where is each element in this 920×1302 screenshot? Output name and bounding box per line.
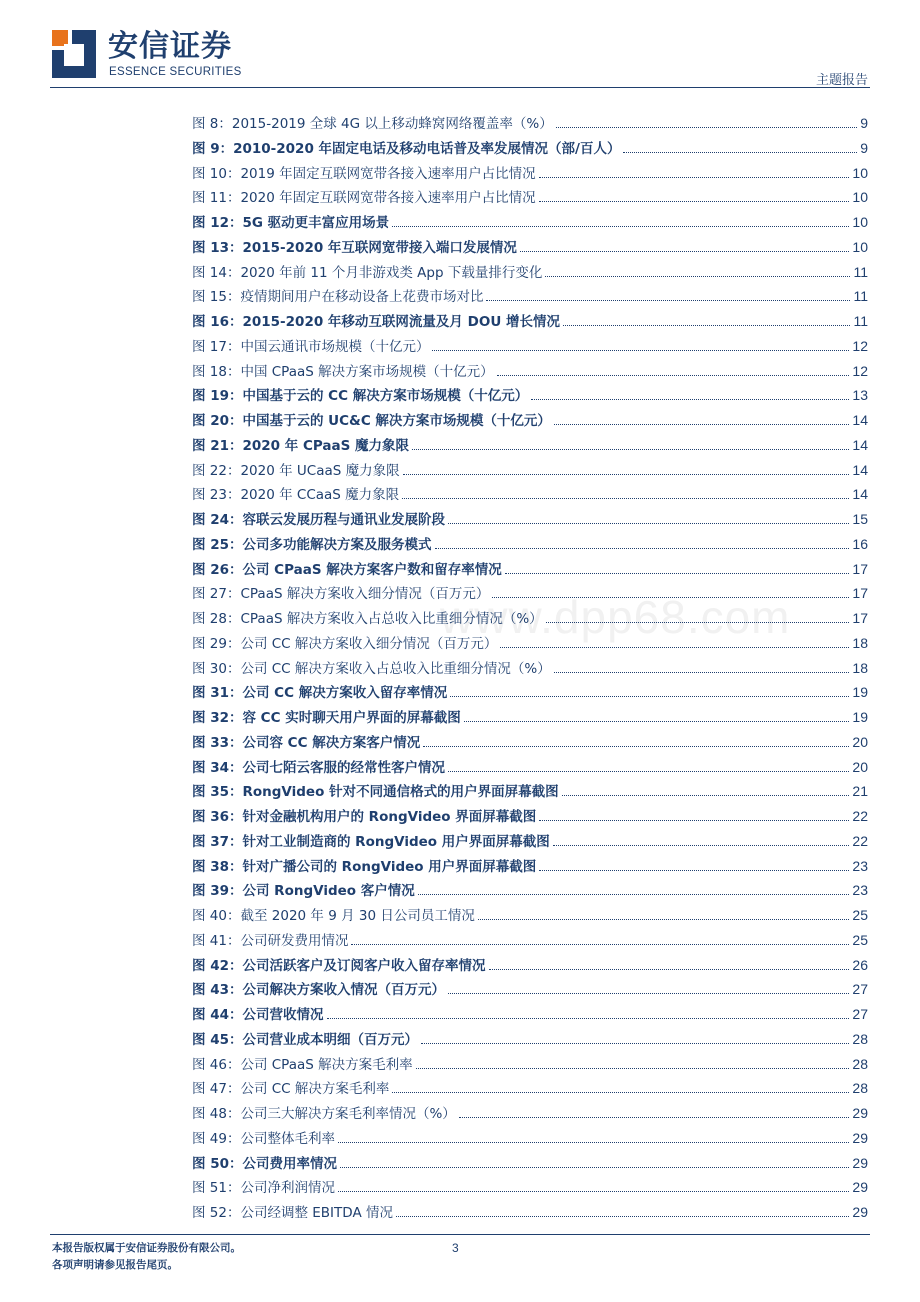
toc-dot-leader xyxy=(338,1191,849,1192)
toc-entry[interactable] xyxy=(192,1200,868,1225)
toc-entry-page: 17 xyxy=(852,610,868,626)
toc-dot-leader xyxy=(539,177,850,178)
toc-dot-leader xyxy=(396,1216,849,1217)
toc-entry-page: 10 xyxy=(852,238,868,255)
toc-entry[interactable] xyxy=(192,878,868,903)
toc-dot-leader xyxy=(497,375,850,376)
toc-entry[interactable] xyxy=(192,482,868,507)
toc-entry-label: 图 30：公司 CC 解决方案收入占总收入比重细分情况（%） xyxy=(192,660,551,677)
figure-list xyxy=(192,111,868,1225)
toc-dot-leader xyxy=(489,969,850,970)
toc-entry-label: 图 17：中国云通讯市场规模（十亿元） xyxy=(192,338,430,355)
toc-dot-leader xyxy=(623,152,857,153)
toc-dot-leader xyxy=(539,820,849,821)
toc-entry-page: 29 xyxy=(852,1129,868,1146)
toc-entry-page: 20 xyxy=(852,758,868,775)
toc-dot-leader xyxy=(435,548,850,549)
toc-entry[interactable] xyxy=(192,829,868,854)
toc-entry-label: 图 46：公司 CPaaS 解决方案毛利率 xyxy=(192,1056,413,1073)
footer-disclaimer: 各项声明请参见报告尾页。 xyxy=(52,1259,178,1271)
toc-entry[interactable] xyxy=(192,111,868,136)
toc-entry-page: 19 xyxy=(852,684,868,701)
toc-entry[interactable] xyxy=(192,953,868,978)
toc-dot-leader xyxy=(505,573,850,574)
toc-entry-label: 图 52：公司经调整 EBITDA 情况 xyxy=(192,1205,393,1221)
toc-entry-page: 16 xyxy=(852,535,868,552)
toc-entry[interactable] xyxy=(192,383,868,408)
toc-entry-page: 29 xyxy=(852,1154,868,1171)
toc-entry-label: 图 39：公司 RongVideo 客户情况 xyxy=(192,883,415,900)
toc-entry[interactable] xyxy=(192,284,868,309)
toc-entry-page: 12 xyxy=(852,337,868,354)
toc-dot-leader xyxy=(556,127,857,128)
toc-entry-label: 图 35：RongVideo 针对不同通信格式的用户界面屏幕截图 xyxy=(192,784,559,801)
toc-entry[interactable] xyxy=(192,408,868,433)
toc-dot-leader xyxy=(392,226,849,227)
toc-entry-page: 23 xyxy=(852,857,868,874)
toc-entry[interactable] xyxy=(192,185,868,210)
toc-dot-leader xyxy=(402,498,849,499)
toc-entry-page: 22 xyxy=(852,808,868,824)
toc-entry[interactable] xyxy=(192,1002,868,1027)
toc-entry-label: 图 8：2015-2019 全球 4G 以上移动蜂窝网络覆盖率（%） xyxy=(192,116,553,132)
essence-logo-icon xyxy=(52,30,96,78)
toc-entry-page: 19 xyxy=(852,709,868,725)
toc-entry-page: 20 xyxy=(852,733,868,750)
toc-entry[interactable] xyxy=(192,260,868,285)
toc-entry[interactable] xyxy=(192,532,868,557)
toc-entry-page: 13 xyxy=(852,387,868,404)
toc-entry-page: 14 xyxy=(852,461,868,478)
toc-entry[interactable] xyxy=(192,161,868,186)
toc-dot-leader xyxy=(448,523,849,524)
toc-entry-page: 9 xyxy=(860,139,868,156)
toc-entry-label: 图 43：公司解决方案收入情况（百万元） xyxy=(192,982,445,999)
toc-dot-leader xyxy=(448,993,849,994)
toc-entry[interactable] xyxy=(192,1052,868,1077)
toc-entry[interactable] xyxy=(192,779,868,804)
toc-dot-leader xyxy=(416,1068,850,1069)
toc-entry[interactable] xyxy=(192,581,868,606)
toc-entry-label: 图 50：公司费用率情况 xyxy=(192,1155,337,1172)
toc-entry[interactable] xyxy=(192,359,868,384)
toc-dot-leader xyxy=(545,276,850,277)
toc-dot-leader xyxy=(421,1043,849,1044)
toc-dot-leader xyxy=(338,1142,849,1143)
toc-entry[interactable] xyxy=(192,235,868,260)
toc-entry-label: 图 13：2015-2020 年互联网宽带接入端口发展情况 xyxy=(192,239,517,256)
toc-entry[interactable] xyxy=(192,1151,868,1176)
toc-entry-label: 图 9：2010-2020 年固定电话及移动电话普及率发展情况（部/百人） xyxy=(192,140,621,157)
brand-name-cn: 安信证券 xyxy=(108,29,232,64)
toc-dot-leader xyxy=(531,399,849,400)
toc-entry-page: 9 xyxy=(860,115,868,131)
toc-entry-label: 图 29：公司 CC 解决方案收入细分情况（百万元） xyxy=(192,635,498,652)
toc-dot-leader xyxy=(520,251,849,252)
toc-entry-page: 10 xyxy=(852,164,868,181)
toc-dot-leader xyxy=(403,474,850,475)
toc-entry-page: 14 xyxy=(852,412,868,428)
toc-entry[interactable] xyxy=(192,854,868,879)
toc-entry-page: 29 xyxy=(852,1204,868,1220)
toc-entry-page: 28 xyxy=(852,1055,868,1072)
toc-entry[interactable] xyxy=(192,804,868,829)
toc-entry-page: 23 xyxy=(852,882,868,899)
toc-entry[interactable] xyxy=(192,136,868,161)
toc-entry[interactable] xyxy=(192,903,868,928)
toc-dot-leader xyxy=(327,1018,850,1019)
toc-entry-page: 28 xyxy=(852,1030,868,1047)
toc-entry[interactable] xyxy=(192,557,868,582)
toc-entry-page: 17 xyxy=(852,585,868,602)
toc-entry[interactable] xyxy=(192,1101,868,1126)
toc-dot-leader xyxy=(539,201,850,202)
toc-entry-page: 25 xyxy=(852,931,868,948)
toc-entry[interactable] xyxy=(192,1027,868,1052)
footer-copyright: 本报告版权属于安信证券股份有限公司。 xyxy=(52,1242,241,1254)
toc-dot-leader xyxy=(464,721,850,722)
toc-entry-label: 图 45：公司营业成本明细（百万元） xyxy=(192,1031,418,1048)
toc-dot-leader xyxy=(392,1092,849,1093)
toc-entry-label: 图 25：公司多功能解决方案及服务模式 xyxy=(192,536,432,553)
toc-entry-label: 图 49：公司整体毛利率 xyxy=(192,1130,335,1147)
toc-entry-label: 图 14：2020 年前 11 个月非游戏类 App 下载量排行变化 xyxy=(192,264,543,281)
toc-entry-label: 图 11：2020 年固定互联网宽带各接入速率用户占比情况 xyxy=(192,190,536,207)
toc-entry-page: 18 xyxy=(852,659,868,676)
toc-entry-label: 图 41：公司研发费用情况 xyxy=(192,932,349,949)
toc-entry-page: 27 xyxy=(852,981,868,998)
toc-entry[interactable] xyxy=(192,656,868,681)
toc-entry-page: 27 xyxy=(852,1006,868,1022)
toc-entry-page: 21 xyxy=(852,783,868,800)
toc-entry-page: 14 xyxy=(852,436,868,453)
toc-entry-page: 29 xyxy=(852,1179,868,1196)
toc-entry-label: 图 18：中国 CPaaS 解决方案市场规模（十亿元） xyxy=(192,363,494,380)
toc-entry-label: 图 42：公司活跃客户及订阅客户收入留存率情况 xyxy=(192,957,486,974)
toc-entry-label: 图 34：公司七陌云客服的经常性客户情况 xyxy=(192,759,445,776)
toc-dot-leader xyxy=(459,1117,850,1118)
toc-dot-leader xyxy=(554,424,849,425)
toc-entry[interactable] xyxy=(192,507,868,532)
toc-entry-page: 22 xyxy=(852,832,868,849)
toc-entry-label: 图 28：CPaaS 解决方案收入占总收入比重细分情况（%） xyxy=(192,611,543,627)
toc-entry-label: 图 23：2020 年 CCaaS 魔力象限 xyxy=(192,487,400,504)
toc-entry-label: 图 26：公司 CPaaS 解决方案客户数和留存率情况 xyxy=(192,561,502,578)
toc-entry-page: 11 xyxy=(853,263,868,280)
toc-entry-page: 10 xyxy=(852,214,868,230)
toc-entry-page: 14 xyxy=(852,486,868,503)
toc-entry-page: 26 xyxy=(852,956,868,973)
toc-entry[interactable] xyxy=(192,458,868,483)
toc-entry-label: 图 48：公司三大解决方案毛利率情况（%） xyxy=(192,1106,456,1122)
toc-entry[interactable] xyxy=(192,1175,868,1200)
toc-entry-label: 图 27：CPaaS 解决方案收入细分情况（百万元） xyxy=(192,586,490,603)
toc-entry-label: 图 32：容 CC 实时聊天用户界面的屏幕截图 xyxy=(192,710,461,726)
toc-entry-label: 图 38：针对广播公司的 RongVideo 用户界面屏幕截图 xyxy=(192,858,537,875)
toc-dot-leader xyxy=(563,325,850,326)
toc-entry-page: 17 xyxy=(852,560,868,577)
toc-entry-label: 图 10：2019 年固定互联网宽带各接入速率用户占比情况 xyxy=(192,165,536,182)
toc-dot-leader xyxy=(423,746,849,747)
toc-entry-label: 图 21：2020 年 CPaaS 魔力象限 xyxy=(192,437,410,454)
toc-entry-label: 图 24：容联云发展历程与通讯业发展阶段 xyxy=(192,512,445,528)
toc-entry[interactable] xyxy=(192,210,868,235)
toc-dot-leader xyxy=(492,597,849,598)
toc-entry-page: 10 xyxy=(852,189,868,206)
toc-entry[interactable] xyxy=(192,705,868,730)
toc-entry-page: 12 xyxy=(852,362,868,379)
toc-entry[interactable] xyxy=(192,730,868,755)
header-divider xyxy=(50,87,870,88)
toc-entry-page: 28 xyxy=(852,1080,868,1097)
toc-dot-leader xyxy=(448,771,849,772)
toc-entry[interactable] xyxy=(192,631,868,656)
toc-entry-label: 图 37：针对工业制造商的 RongVideo 用户界面屏幕截图 xyxy=(192,833,550,850)
watermark: www.dpp68.com xyxy=(440,591,791,643)
toc-entry-label: 图 16：2015-2020 年移动互联网流量及月 DOU 增长情况 xyxy=(192,314,560,330)
report-type-label: 主题报告 xyxy=(815,73,868,88)
toc-entry[interactable] xyxy=(192,1076,868,1101)
toc-entry-label: 图 20：中国基于云的 UC&C 解决方案市场规模（十亿元） xyxy=(192,413,551,429)
toc-entry[interactable] xyxy=(192,309,868,334)
toc-entry-page: 15 xyxy=(852,511,868,527)
toc-entry[interactable] xyxy=(192,680,868,705)
toc-entry-page: 11 xyxy=(853,288,868,305)
toc-dot-leader xyxy=(351,944,849,945)
toc-entry-label: 图 22：2020 年 UCaaS 魔力象限 xyxy=(192,462,400,479)
toc-entry-page: 18 xyxy=(852,634,868,651)
toc-dot-leader xyxy=(478,919,850,920)
toc-dot-leader xyxy=(500,647,849,648)
toc-entry-label: 图 12：5G 驱动更丰富应用场景 xyxy=(192,215,390,231)
toc-entry[interactable] xyxy=(192,606,868,631)
toc-entry-label: 图 40：截至 2020 年 9 月 30 日公司员工情况 xyxy=(192,908,475,924)
toc-dot-leader xyxy=(450,696,849,697)
footer-divider xyxy=(50,1234,870,1235)
toc-dot-leader xyxy=(418,894,850,895)
toc-entry[interactable] xyxy=(192,755,868,780)
brand-name-en: ESSENCE SECURITIES xyxy=(109,66,242,78)
toc-entry-label: 图 15：疫情期间用户在移动设备上花费市场对比 xyxy=(192,289,484,306)
toc-entry[interactable] xyxy=(192,1126,868,1151)
toc-dot-leader xyxy=(340,1167,849,1168)
page-header xyxy=(0,0,920,92)
toc-entry[interactable] xyxy=(192,334,868,359)
toc-dot-leader xyxy=(546,622,850,623)
toc-dot-leader xyxy=(554,672,850,673)
toc-dot-leader xyxy=(553,845,850,846)
page-number: 3 xyxy=(452,1241,459,1255)
toc-entry-page: 11 xyxy=(853,313,868,329)
toc-entry[interactable] xyxy=(192,433,868,458)
toc-entry-label: 图 51：公司净利润情况 xyxy=(192,1180,335,1197)
toc-dot-leader xyxy=(412,449,849,450)
toc-entry-label: 图 19：中国基于云的 CC 解决方案市场规模（十亿元） xyxy=(192,388,529,405)
toc-entry-page: 25 xyxy=(852,907,868,923)
toc-entry-label: 图 44：公司营收情况 xyxy=(192,1007,324,1023)
footer-notes xyxy=(52,1240,241,1274)
toc-dot-leader xyxy=(432,350,849,351)
toc-dot-leader xyxy=(539,870,849,871)
toc-dot-leader xyxy=(562,795,850,796)
toc-dot-leader xyxy=(486,300,850,301)
toc-entry[interactable] xyxy=(192,928,868,953)
toc-entry-label: 图 31：公司 CC 解决方案收入留存率情况 xyxy=(192,685,448,702)
toc-entry-label: 图 47：公司 CC 解决方案毛利率 xyxy=(192,1081,390,1098)
toc-entry-label: 图 36：针对金融机构用户的 RongVideo 界面屏幕截图 xyxy=(192,809,537,825)
toc-entry-page: 29 xyxy=(852,1105,868,1121)
toc-entry[interactable] xyxy=(192,977,868,1002)
toc-entry-label: 图 33：公司容 CC 解决方案客户情况 xyxy=(192,734,421,751)
